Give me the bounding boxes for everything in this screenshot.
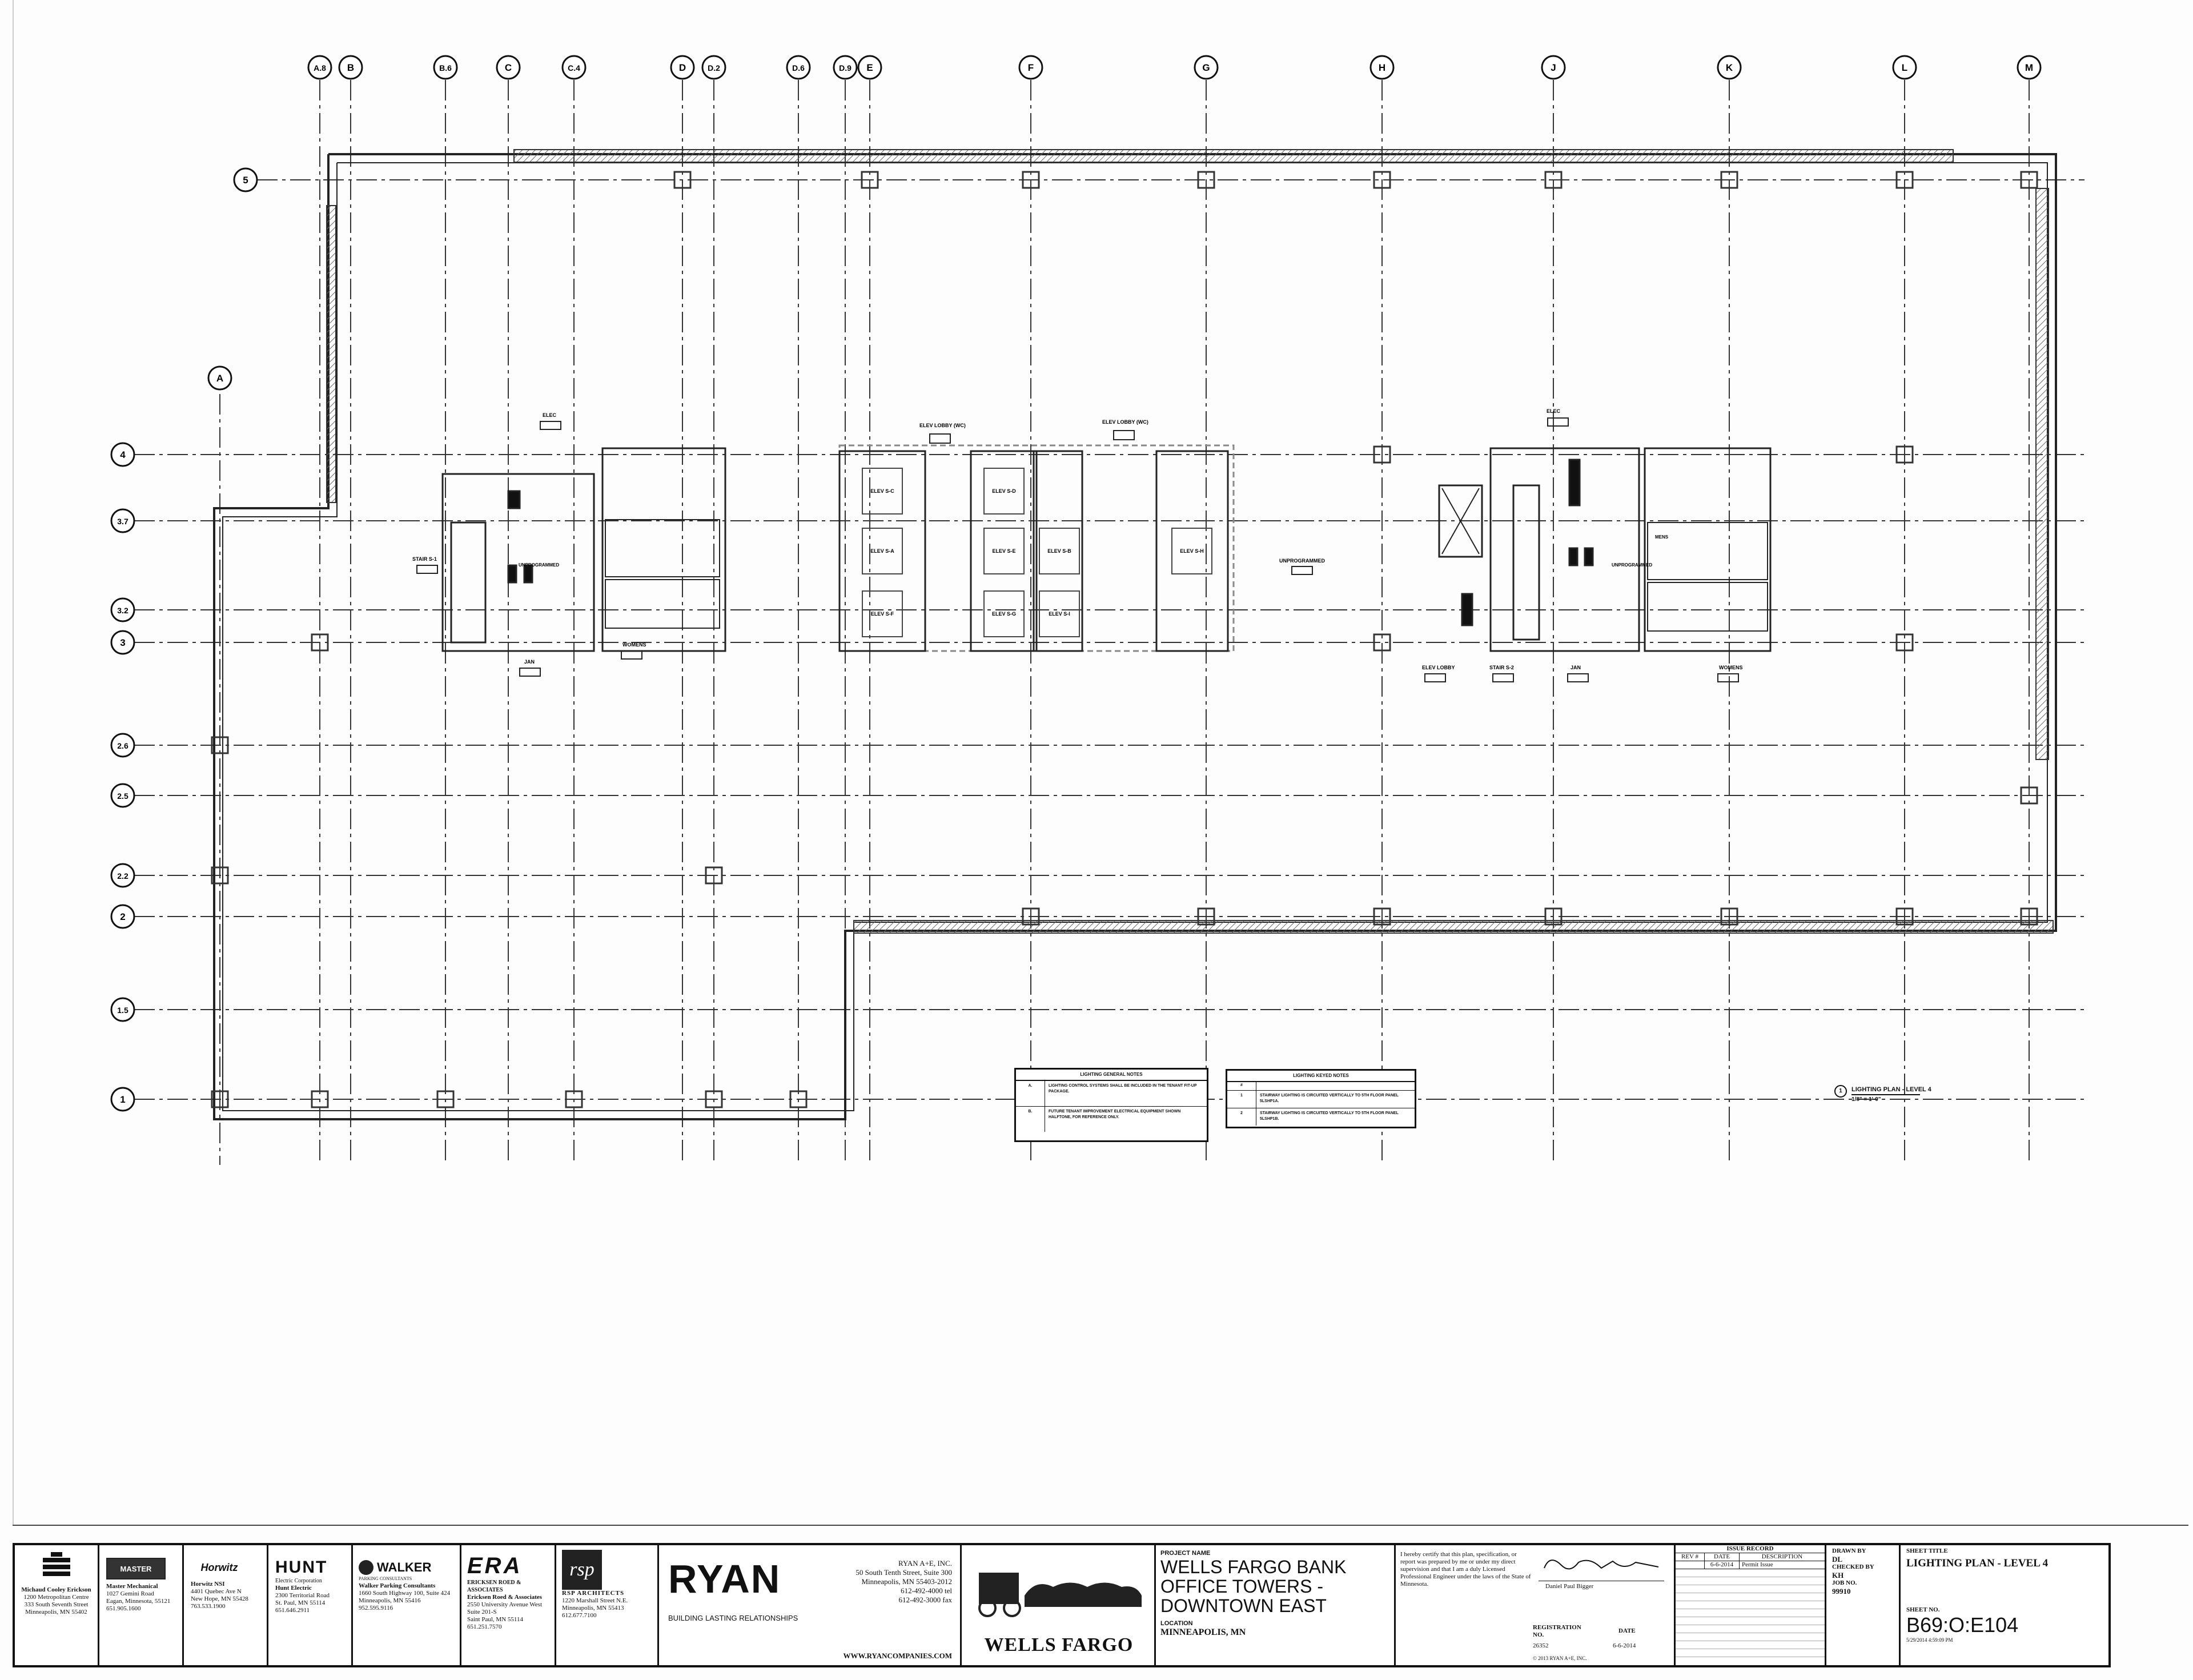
- womens-west-label: WOMENS: [622, 642, 646, 648]
- elevator-label: ELEV S-A: [870, 548, 894, 554]
- grid-bubble-col-B.6: [434, 56, 457, 79]
- consultant-hunt: HUNT Electric Corporation Hunt Electric 2300 Territorial Road St. Paul, MN 55114 651.646.2911: [268, 1545, 353, 1665]
- grid-bubble-col-D.6: [787, 56, 810, 79]
- registration-label: REGISTRATION NO.: [1533, 1624, 1581, 1638]
- womens-east-label: WOMENS: [1719, 665, 1743, 670]
- grid-bubble-col-J: [1542, 56, 1565, 79]
- grid-bubble-col-G: [1195, 56, 1218, 79]
- walker-logo-icon: [359, 1560, 373, 1575]
- svg-text:A.8: A.8: [314, 63, 326, 73]
- svg-text:D: D: [678, 62, 686, 73]
- keyed-notes-header: #: [1227, 1082, 1415, 1091]
- project-location: MINNEAPOLIS, MN: [1160, 1627, 1246, 1637]
- grid-bubble-col-D: [671, 56, 694, 79]
- grid-bubble-col-C: [497, 56, 520, 79]
- grid-bubble-col-B: [339, 56, 362, 79]
- certification-text: I hereby certify that this plan, specification, or report was prepared by me or under my direct supervision and that I am a duly Licensed Professional Engineer under the laws of the State of Minnesota.: [1400, 1551, 1531, 1587]
- grid-lines: [134, 80, 2084, 1165]
- grid-bubble-row-2.2: [111, 864, 134, 887]
- consultant-horwitz: Horwitz Horwitz NSI 4401 Quebec Ave N New Hope, MN 55428 763.533.1900: [184, 1545, 268, 1665]
- stair-east-label: STAIR S-2: [1489, 665, 1514, 670]
- sheet-title: LIGHTING PLAN - LEVEL 4: [1906, 1557, 2049, 1569]
- consultant-rsp: rsp RSP ARCHITECTS 1220 Marshall Street N.E. Minneapolis, MN 55413 612.677.7100: [556, 1545, 659, 1665]
- svg-text:K: K: [1725, 62, 1733, 73]
- grid-bubble-col-E: [858, 56, 881, 79]
- elev-lobby-east-label: ELEV LOBBY: [1422, 665, 1455, 670]
- grid-bubble-row-2.6: [111, 734, 134, 757]
- copyright: © 2013 RYAN A+E, INC.: [1533, 1655, 1587, 1661]
- elec-west-label: ELEC: [543, 412, 557, 418]
- svg-text:1.5: 1.5: [117, 1006, 128, 1015]
- grid-bubble-row-4: [111, 443, 134, 466]
- ryan-block: RYAN BUILDING LASTING RELATIONSHIPS RYAN A+E, INC. 50 South Tenth Street, Suite 300 Minneapolis, MN 55403-2012 612-492-4000 tel 612-492-3000 fax WWW.RYANCOMPANIES.COM: [659, 1545, 962, 1665]
- job-no: 99910: [1832, 1587, 1851, 1595]
- unprogrammed-west-label: UNPROGRAMMED: [519, 562, 560, 568]
- grid-bubble-col-L: [1893, 56, 1916, 79]
- cert-date: 6-6-2014: [1613, 1642, 1636, 1649]
- mens-east-label: MENS: [1655, 534, 1669, 540]
- stagecoach-icon: [973, 1556, 1144, 1618]
- project-name-1: WELLS FARGO BANK: [1160, 1557, 1347, 1577]
- elev-lobby-label-1: ELEV LOBBY (WC): [919, 423, 966, 428]
- elevator-label: ELEV S-F: [870, 611, 894, 617]
- drawn-checked-block: DRAWN BY DL CHECKED BY KH JOB NO. 99910: [1826, 1545, 1901, 1665]
- plot-timestamp: 5/29/2014 4:59:09 PM: [1906, 1637, 1953, 1643]
- elev-lobby-label-2: ELEV LOBBY (WC): [1102, 419, 1148, 425]
- grid-bubble-col-C.4: [563, 56, 585, 79]
- svg-text:2.6: 2.6: [117, 741, 128, 750]
- jan-west-label: JAN: [524, 659, 535, 665]
- svg-text:C.4: C.4: [568, 63, 580, 73]
- elevator-bank: [840, 445, 1234, 651]
- engineer-name: Daniel Paul Bigger: [1545, 1583, 1594, 1590]
- general-notes-title: LIGHTING GENERAL NOTES: [1016, 1070, 1207, 1081]
- stair-west-label: STAIR S-1: [412, 556, 437, 562]
- issue-grid-empty: [1676, 1569, 1825, 1661]
- svg-text:2.2: 2.2: [117, 871, 128, 881]
- walker-logo: WALKER: [377, 1560, 432, 1574]
- elevator-label: ELEV S-D: [992, 488, 1016, 494]
- svg-text:A: A: [216, 373, 224, 384]
- svg-text:J: J: [1551, 62, 1556, 73]
- checked-by: KH: [1832, 1571, 1844, 1579]
- keyed-note-2: 2 STAIRWAY LIGHTING IS CIRCUITED VERTICALLY TO 5TH FLOOR PANEL 5LSHP1B.: [1227, 1108, 1415, 1126]
- sheet-number: B69:O:E104: [1906, 1613, 2019, 1637]
- grid-bubble-col-D.9: [834, 56, 857, 79]
- grid-bubble-row-2: [111, 905, 134, 928]
- client-logo-block: [962, 1545, 1156, 1665]
- consultant-walker: WALKER PARKING CONSULTANTS Walker Parking Consultants 1660 South Highway 100, Suite 424 Minneapolis, MN 55416 952.595.9116: [353, 1545, 461, 1665]
- grid-bubble-col-M: [2018, 56, 2041, 79]
- grid-bubble-row-2.5: [111, 784, 134, 807]
- engineer-signature: [1539, 1551, 1664, 1579]
- plan-title-block: [1834, 1085, 2006, 1108]
- grid-bubble-col-D.2: [702, 56, 725, 79]
- title-block: [13, 1543, 2111, 1667]
- svg-text:H: H: [1378, 62, 1386, 73]
- east-core: [1439, 448, 1770, 651]
- grid-bubble-row-1.5: [111, 998, 134, 1021]
- project-block: PROJECT NAME WELLS FARGO BANK OFFICE TOWERS - DOWNTOWN EAST LOCATION MINNEAPOLIS, MN: [1156, 1545, 1396, 1665]
- grid-bubble-row-3.7: [111, 509, 134, 532]
- era-logo: ERA: [467, 1553, 523, 1578]
- elevator-label: ELEV S-H: [1180, 548, 1204, 554]
- lighting-keyed-notes: [1226, 1069, 1416, 1128]
- svg-text:3.7: 3.7: [117, 517, 128, 526]
- grid-bubble-col-F: [1019, 56, 1042, 79]
- lighting-general-notes: [1014, 1068, 1208, 1142]
- svg-text:D.9: D.9: [839, 63, 852, 73]
- grid-bubble-col-K: [1718, 56, 1741, 79]
- svg-text:D.6: D.6: [792, 63, 805, 73]
- grid-bubble-row-1: [111, 1088, 134, 1111]
- consultant-master: MASTER Master Mechanical 1027 Gemini Road Eagan, Minnesota, 55121 651.905.1600: [99, 1545, 184, 1665]
- elevator-label: ELEV S-C: [870, 488, 894, 494]
- grid-bubble-col-H: [1371, 56, 1393, 79]
- mce-logo-icon: [39, 1550, 74, 1584]
- building-outline: [214, 150, 2056, 1119]
- ryan-company: RYAN A+E, INC.: [898, 1559, 952, 1568]
- svg-text:C: C: [504, 62, 512, 73]
- ryan-website[interactable]: WWW.RYANCOMPANIES.COM: [843, 1651, 952, 1660]
- general-note-a: A. LIGHTING CONTROL SYSTEMS SHALL BE INCLUDED IN THE TENANT FIT-UP PACKAGE.: [1016, 1081, 1207, 1107]
- svg-text:3: 3: [120, 637, 126, 648]
- ryan-tagline: BUILDING LASTING RELATIONSHIPS: [668, 1614, 798, 1622]
- unprogrammed-east-label: UNPROGRAMMED: [1612, 562, 1653, 568]
- svg-text:F: F: [1027, 62, 1034, 73]
- svg-text:B.6: B.6: [439, 63, 452, 73]
- elec-east-label: ELEC: [1547, 408, 1561, 414]
- elevator-label: ELEV S-G: [991, 611, 1017, 617]
- svg-text:M: M: [2025, 62, 2034, 73]
- grid-bubble-row-3: [111, 631, 134, 654]
- horwitz-logo: Horwitz: [200, 1561, 238, 1573]
- rsp-logo: rsp: [562, 1550, 602, 1590]
- registration-no: 26352: [1533, 1642, 1549, 1649]
- svg-text:G: G: [1202, 62, 1210, 73]
- grid-bubble-row-5: [234, 168, 257, 191]
- unprogrammed-center-label: UNPROGRAMMED: [1279, 558, 1325, 564]
- drawn-by: DL: [1832, 1555, 1843, 1564]
- keyed-note-1: 1 STAIRWAY LIGHTING IS CIRCUITED VERTICALLY TO 5TH FLOOR PANEL 5LSHP1A.: [1227, 1091, 1415, 1108]
- elevator-label: ELEV S-I: [1049, 611, 1070, 617]
- consultant-name: Michaud Cooley Erickson: [21, 1586, 91, 1593]
- svg-text:3.2: 3.2: [117, 606, 128, 615]
- consultant-era: ERA ERICKSEN ROED & ASSOCIATES Ericksen Roed & Associates 2550 University Avenue West Suite 201-S Saint Paul, MN 55114 651.251.7570: [461, 1545, 556, 1665]
- certification-block: [1396, 1545, 1676, 1665]
- elevator-label: ELEV S-B: [1047, 548, 1071, 554]
- project-name-2: OFFICE TOWERS -: [1160, 1576, 1324, 1597]
- date-label: DATE: [1618, 1627, 1636, 1634]
- issue-row: 6-6-2014 Permit Issue: [1676, 1561, 1825, 1569]
- svg-text:L: L: [1901, 62, 1908, 73]
- ryan-logo: RYAN: [668, 1557, 781, 1601]
- issue-record: ISSUE RECORD REV # DATE DESCRIPTION 6-6-2014 Permit Issue: [1676, 1545, 1826, 1665]
- elevator-label: ELEV S-E: [992, 548, 1016, 554]
- keyed-notes-title: LIGHTING KEYED NOTES: [1227, 1071, 1415, 1082]
- project-name-3: DOWNTOWN EAST: [1160, 1595, 1327, 1616]
- jan-east-label: JAN: [1571, 665, 1581, 670]
- plan-scale: 1/8" = 1'-0": [1851, 1096, 1881, 1103]
- general-note-b: B. FUTURE TENANT IMPROVEMENT ELECTRICAL EQUIPMENT SHOWN HALFTONE, FOR REFERENCE ONLY.: [1016, 1107, 1207, 1132]
- svg-text:E: E: [866, 62, 873, 73]
- client-logo-text: WELLS FARGO: [984, 1634, 1134, 1655]
- svg-text:D.2: D.2: [708, 63, 720, 73]
- grid-bubble-col-A.8: [308, 56, 331, 79]
- plan-title-number: 1: [1834, 1085, 1847, 1098]
- svg-text:2.5: 2.5: [117, 791, 128, 801]
- grid-bubble-row-3.2: [111, 598, 134, 621]
- issue-header: REV # DATE DESCRIPTION: [1676, 1553, 1825, 1561]
- svg-text:4: 4: [120, 449, 126, 460]
- svg-text:B: B: [347, 62, 355, 73]
- grid-bubbles: [111, 56, 2041, 1111]
- consultant-mce: Michaud Cooley Erickson 1200 Metropolitan Centre 333 South Seventh Street Minneapolis, MN 55402: [15, 1545, 99, 1665]
- master-logo: MASTER: [106, 1558, 166, 1579]
- svg-text:1: 1: [120, 1094, 126, 1105]
- grid-bubble-col-A: [208, 367, 231, 389]
- svg-text:5: 5: [243, 175, 248, 186]
- hunt-logo: HUNT: [275, 1558, 328, 1577]
- plan-title: LIGHTING PLAN - LEVEL 4: [1851, 1086, 1931, 1093]
- svg-text:2: 2: [120, 911, 126, 922]
- sheet-title-block: SHEET TITLE LIGHTING PLAN - LEVEL 4 SHEET NO. B69:O:E104 5/29/2014 4:59:09 PM: [1901, 1545, 2108, 1665]
